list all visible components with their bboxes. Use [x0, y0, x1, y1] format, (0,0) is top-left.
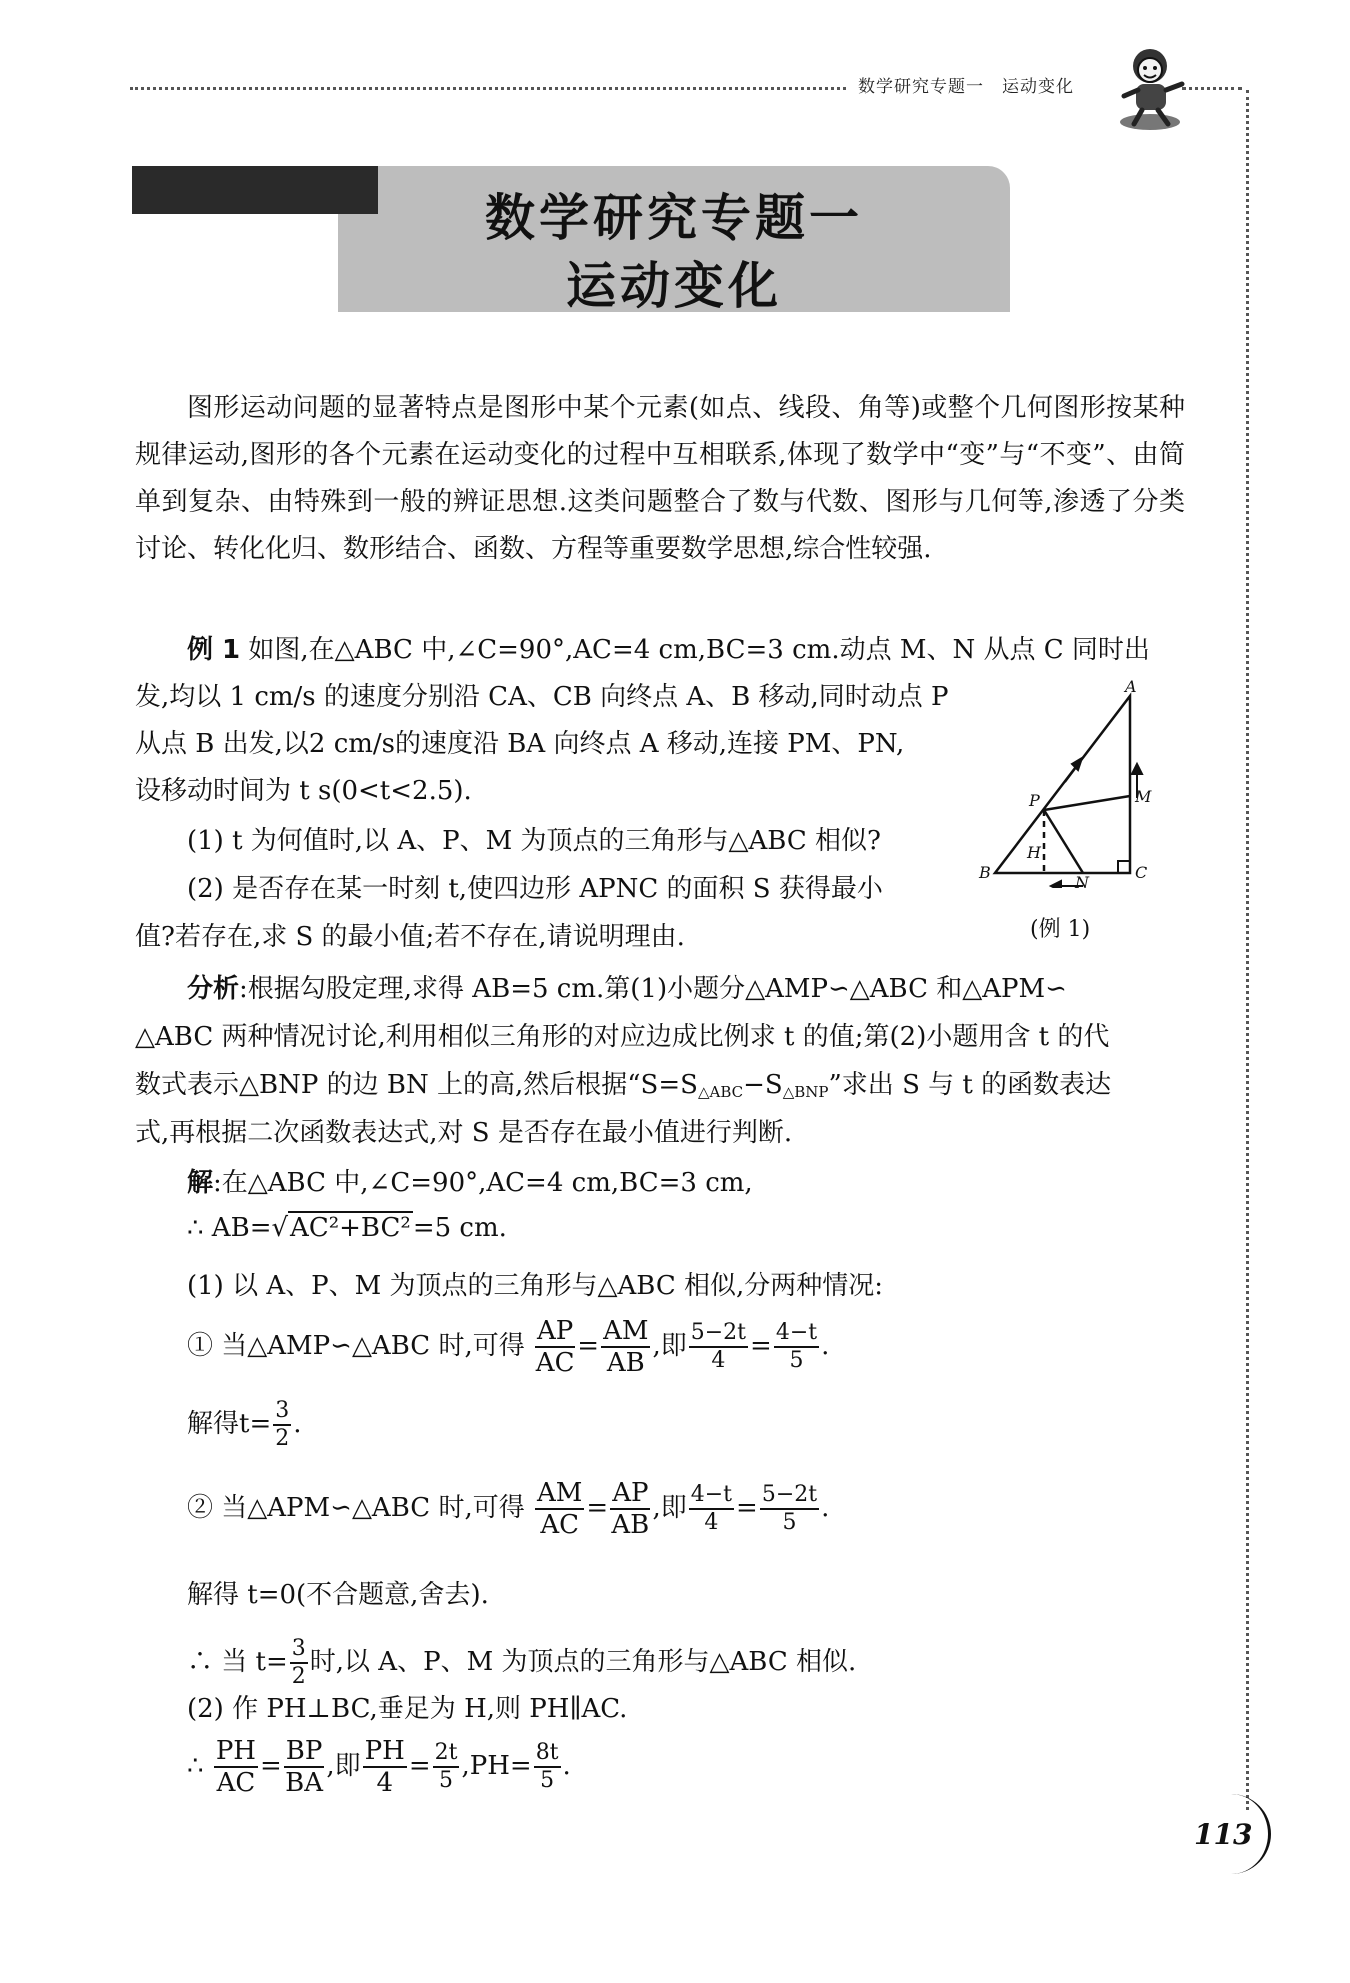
fig-label-b: B [979, 863, 991, 882]
intro-section [135, 385, 1185, 573]
page-number: 113 [1194, 1818, 1253, 1851]
conclusion-frac: $\frac{3}{2}$ [291, 1636, 306, 1689]
last-frac5: $\frac{8t}{5}$ [535, 1740, 559, 1793]
last-frac4: $\frac{2t}{5}$ [434, 1740, 458, 1793]
running-header: 数学研究专题一 运动变化 [858, 77, 1074, 97]
example-line3: 从点 B 出发,以2 cm/s的速度沿 BA 向终点 A 移动,连接 PM、PN, [135, 729, 905, 759]
fig-label-h: H [1027, 843, 1041, 862]
intro-paragraph: 图形运动问题的显著特点是图形中某个元素(如点、线段、角等)或整个几何图形按某种规律运动,图形的各个元素在运动变化的过程中互相联系,体现了数学中“变”与“不变”、由简单到复杂、由特殊到一般的辨证思想.这类问题整合了数与代数、图形与几何等,渗透了分类讨论、转化化归、数形结合、函数、方程等重要数学思想,综合性较强. [135, 393, 1185, 564]
case2-frac2: $\frac{AP}{AB}$ [611, 1478, 650, 1540]
case1-frac4: $\frac{4-t}{5}$ [775, 1320, 818, 1373]
last-frac1: $\frac{PH}{AC}$ [215, 1736, 256, 1798]
question-2a: (2) 是否存在某一时刻 t,使四边形 APNC 的面积 S 获得最小 [187, 874, 883, 904]
page-title-line1: 数学研究专题一 [485, 189, 863, 247]
fig-label-a: A [1125, 678, 1137, 696]
solution-line1: 解:在△ABC 中,∠C=90°,AC=4 cm,BC=3 cm, [187, 1168, 753, 1198]
fig-label-c: C [1135, 863, 1148, 882]
last-frac2: $\frac{BP}{BA}$ [285, 1736, 324, 1798]
case2-line: ② 当△APM∽△ABC 时,可得 $\frac{AM}{AC}$ = $\frac{AP}{AB}$ ,即 $\frac{4-t}{4}$ = $\frac{5-2t}{5}$ . [187, 1478, 830, 1540]
last-frac3: $\frac{PH}{4}$ [364, 1736, 405, 1798]
triangle-figure [975, 678, 1175, 888]
case2-frac1: $\frac{AM}{AC}$ [537, 1478, 583, 1540]
case1-frac3: $\frac{5-2t}{4}$ [690, 1320, 747, 1373]
fig-label-m: M [1135, 787, 1152, 806]
solution-line3: (1) 以 A、P、M 为顶点的三角形与△ABC 相似,分两种情况: [187, 1271, 884, 1301]
question-2b: 值?若存在,求 S 的最小值;若不存在,请说明理由. [135, 922, 685, 952]
header-dotted-line-right [1182, 87, 1242, 90]
case1-frac1: $\frac{AP}{AC}$ [535, 1316, 575, 1378]
analysis-line3: 数式表示△BNP 的边 BN 上的高,然后根据“$S=S_{\triangle ABC}-S_{\triangle BNP}$”求出 S 与 t 的函数表达 [135, 1070, 1112, 1101]
page-title-line2: 运动变化 [566, 257, 782, 315]
last-line: ∴ $\frac{PH}{AC}$ = $\frac{BP}{BA}$ ,即 $\frac{PH}{4}$ = $\frac{2t}{5}$ ,PH= $\frac{8t}{5}$ . [187, 1736, 571, 1798]
analysis-label: 分析 [187, 974, 240, 1004]
case2-frac4: $\frac{5-2t}{5}$ [761, 1482, 818, 1535]
solve1-line: 解得t= $\frac{3}{2}$ . [187, 1398, 302, 1451]
example-line1 [187, 629, 1150, 666]
example-text-1: 如图,在△ABC 中,∠C=90°,AC=4 cm,BC=3 cm.动点 M、N 从点 C 同时出 [248, 635, 1150, 665]
solution-line2: ∴ AB=√AC²+BC²=5 cm. [187, 1213, 507, 1243]
mascot-icon [1114, 44, 1190, 134]
figure-caption: (例 1) [1030, 917, 1091, 942]
page-edge-dotted [1246, 90, 1249, 1810]
example-line2: 发,均以 1 cm/s 的速度分别沿 CA、CB 向终点 A、B 移动,同时动点 P [135, 682, 949, 712]
conclusion-line: ∴ 当 t= $\frac{3}{2}$ 时,以 A、P、M 为顶点的三角形与△ABC 相似. [187, 1636, 857, 1689]
example-line4: 设移动时间为 t s(0<t<2.5). [135, 776, 472, 806]
question-1: (1) t 为何值时,以 A、P、M 为顶点的三角形与△ABC 相似? [187, 826, 881, 856]
solve2-line: 解得 t=0(不合题意,舍去). [187, 1580, 489, 1610]
example-label: 例 1 [187, 635, 241, 665]
fig-label-p: P [1029, 791, 1040, 810]
case2-frac3: $\frac{4-t}{4}$ [690, 1482, 733, 1535]
solution-label: 解 [187, 1168, 214, 1198]
analysis-line2: △ABC 两种情况讨论,利用相似三角形的对应边成比例求 t 的值;第(2)小题用含 t 的代 [135, 1022, 1110, 1052]
analysis-line1: 分析:根据勾股定理,求得 AB=5 cm.第(1)小题分△AMP∽△ABC 和△APM∽ [187, 974, 1067, 1004]
case1-frac2: $\frac{AM}{AB}$ [603, 1316, 649, 1378]
solve1-frac: $\frac{3}{2}$ [275, 1398, 290, 1451]
case1-line: ① 当△AMP∽△ABC 时,可得 $\frac{AP}{AC}$ = $\frac{AM}{AB}$ ,即 $\frac{5-2t}{4}$ = $\frac{4-t}{5}$ . [187, 1316, 830, 1378]
fig-label-n: N [1075, 873, 1089, 888]
header-dotted-line [130, 87, 846, 90]
analysis-line4: 式,再根据二次函数表达式,对 S 是否存在最小值进行判断. [135, 1118, 793, 1148]
part2-line: (2) 作 PH⊥BC,垂足为 H,则 PH∥AC. [187, 1694, 628, 1724]
